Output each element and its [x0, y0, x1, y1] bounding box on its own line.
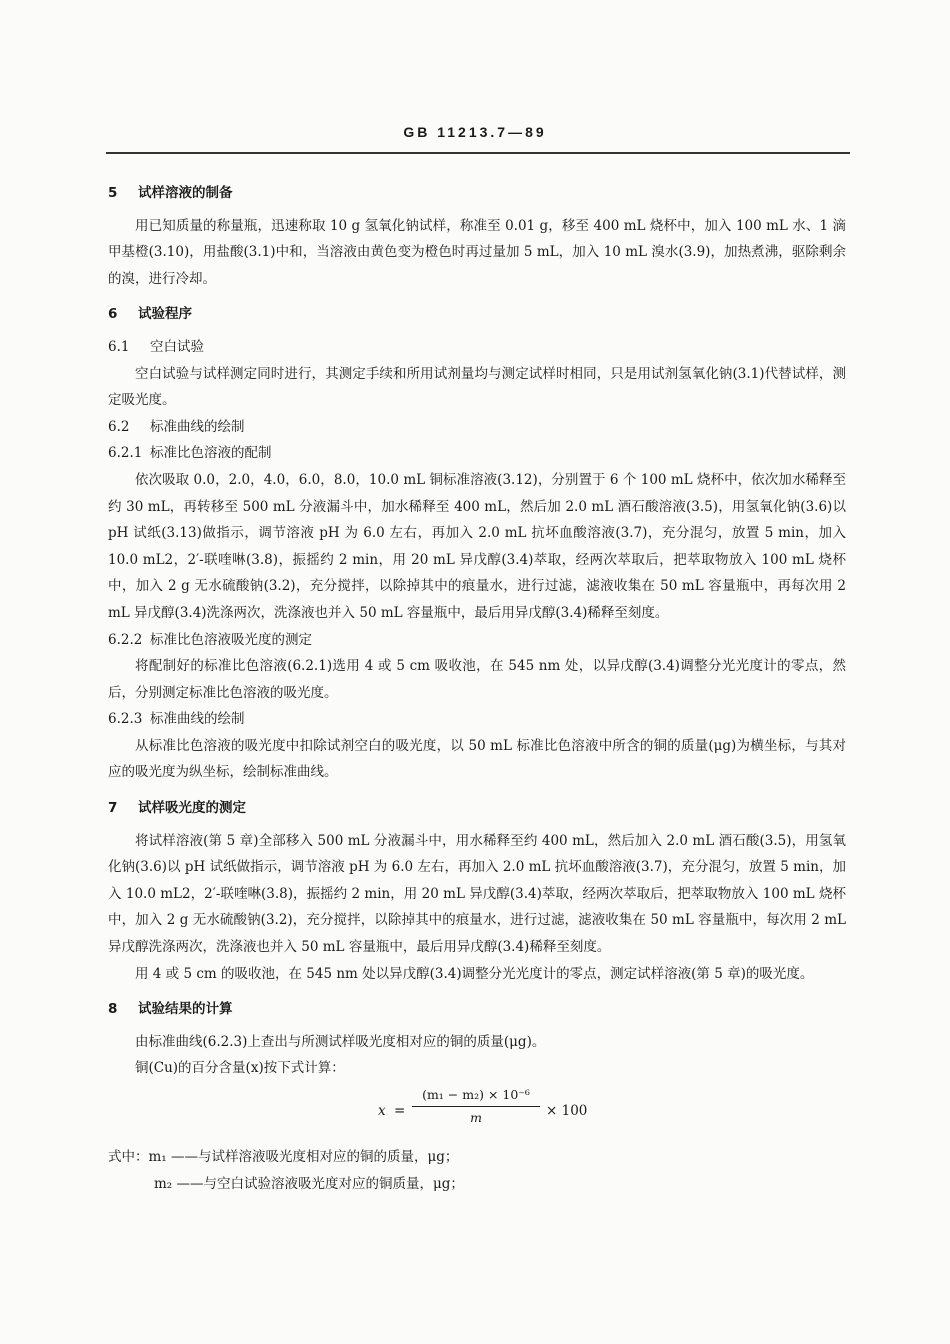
- section-number: 7: [108, 800, 118, 817]
- subsection-number: 6.2: [108, 418, 130, 435]
- subsection-heading: [108, 627, 846, 654]
- paragraph: 将配制好的标准比色溶液(6.2.1)选用 4 或 5 cm 吸收池，在 545 nm 处，以异戊醇(3.4)调整分光光度计的零点，然后，分别测定标准比色溶液的吸光度。: [108, 658, 846, 701]
- paragraph: 将试样溶液(第 5 章)全部移入 500 mL 分液漏斗中，用水稀释至约 400 mL，然后加入 2.0 mL 酒石酸(3.5)，用氢氧化钠(3.6)以 pH 试纸做指示，调节溶液 pH 为 6.0 左右，再加入 2.0 mL 抗坏血酸溶液(3.7)，充分混匀，放置 5 min，加入 10.0 mL2，2′-联喹啉(3.8)，振摇约 2 min，用 20 mL 异戊醇(3.4)萃取，经两次萃取后，把萃取物放入 100 mL 烧杯中，加入 2 g 无水硫酸钠(3.2)，充分搅拌，以除掉其中的痕量水，进行过滤，滤液收集在 50 mL 容量瓶中，每次用 2 mL 异戊醇洗涤两次，洗涤液也并入 50 mL 容量瓶中，最后用异戊醇(3.4)稀释至刻度。: [108, 832, 846, 956]
- section-title: 试样溶液的制备: [138, 185, 233, 201]
- subsection-number: 6.1: [108, 338, 130, 355]
- subsection-title: 标准曲线的绘制: [150, 418, 245, 435]
- section-title: 试验程序: [138, 306, 192, 323]
- copper-content-formula: [108, 1084, 846, 1142]
- section-heading: [108, 795, 846, 822]
- formula-numerator: (m₁ − m₂) × 10⁻⁶: [412, 1084, 540, 1107]
- where-item: m₁ ——与试样溶液吸光度相对应的铜的质量，μg；: [148, 1149, 459, 1165]
- formula-fraction: [412, 1084, 540, 1129]
- paragraph: 用 4 或 5 cm 的吸收池，在 545 nm 处以异戊醇(3.4)调整分光光度计的零点，测定试样溶液(第 5 章)的吸光度。: [135, 965, 814, 982]
- subsection-title: 空白试验: [150, 338, 204, 355]
- where-clause: [108, 1144, 846, 1171]
- formula-equals: =: [394, 1103, 406, 1119]
- where-item: m₂ ——与空白试验溶液吸光度对应的铜质量，μg；: [154, 1175, 464, 1192]
- section-number: 8: [108, 1001, 118, 1018]
- subsection-heading: [108, 706, 846, 733]
- section-title: 试样吸光度的测定: [138, 800, 246, 817]
- paragraph: 从标准比色溶液的吸光度中扣除试剂空白的吸光度，以 50 mL 标准比色溶液中所含的铜的质量(μg)为横坐标，与其对应的吸光度为纵坐标，绘制标准曲线。: [108, 737, 846, 781]
- header-rule: [106, 152, 850, 154]
- paragraph: 空白试验与试样测定同时进行，其测定手续和所用试剂量均与测定试样时相同，只是用试剂氢氧化钠(3.1)代替试样，测定吸光度。: [108, 365, 846, 409]
- subsection-heading: [108, 414, 846, 441]
- formula-multiplier: × 100: [546, 1103, 588, 1119]
- subsection-number: 6.2.2: [108, 631, 143, 648]
- section-title: 试验结果的计算: [138, 1001, 233, 1018]
- formula-denominator: m: [470, 1110, 482, 1125]
- standard-header: GB 11213.7—89: [403, 124, 547, 140]
- paragraph: 由标准曲线(6.2.3)上查出与所测试样吸光度相对应的铜的质量(μg)。: [135, 1033, 546, 1050]
- paragraph: 用已知质量的称量瓶，迅速称取 10 g 氢氧化钠试样，称准至 0.01 g，移至 400 mL 烧杯中，加入 100 mL 水、1 滴甲基橙(3.10)，用盐酸(3.1)中和，当溶液由黄色变为橙色时再过量加 5 mL，加入 10 mL 溴水(3.9)，加热煮沸，驱除剩余的溴，进行冷却。: [108, 217, 846, 287]
- subsection-title: 标准比色溶液的配制: [150, 445, 272, 462]
- section-number: 6: [108, 306, 118, 323]
- formula-lhs: x: [378, 1103, 386, 1119]
- subsection-title: 标准比色溶液吸光度的测定: [150, 631, 312, 648]
- paragraph: 依次吸取 0.0，2.0，4.0，6.0，8.0，10.0 mL 铜标准溶液(3.12)，分别置于 6 个 100 mL 烧杯中，依次加水稀释至约 30 mL，再转移至 500 mL 分液漏斗中，加水稀释至 400 mL，然后加 2.0 mL 酒石酸溶液(3.5)，用氢氧化钠(3.6)以 pH 试纸(3.13)做指示，调节溶液 pH 为 6.0 左右，再加入 2.0 mL 抗坏血酸溶液(3.7)，充分混匀，放置 5 min，加入 10.0 mL2，2′-联喹啉(3.8)，振摇约 2 min，用 20 mL 异戊醇(3.4)萃取，经两次萃取后，把萃取物放入 100 mL 烧杯中，加入 2 g 无水硫酸钠(3.2)，充分搅拌，以除掉其中的痕量水，进行过滤，滤液收集在 50 mL 容量瓶中，再每次用 2 mL 异戊醇(3.4)洗涤两次，洗涤液也并入 50 mL 容量瓶中，最后用异戊醇(3.4)稀释至刻度。: [108, 471, 846, 621]
- subsection-heading: [108, 440, 846, 467]
- subsection-heading: [108, 334, 846, 361]
- document-body: [108, 180, 846, 1197]
- section-number: 5: [108, 185, 118, 201]
- where-item-row: [108, 1171, 846, 1198]
- subsection-number: 6.2.1: [108, 445, 143, 462]
- section-heading: [108, 180, 846, 207]
- section-heading: [108, 996, 846, 1023]
- subsection-number: 6.2.3: [108, 711, 143, 728]
- where-lead: 式中：: [108, 1149, 149, 1165]
- paragraph: 铜(Cu)的百分含量(x)按下式计算：: [135, 1060, 345, 1077]
- subsection-title: 标准曲线的绘制: [150, 711, 245, 728]
- section-heading: [108, 301, 846, 328]
